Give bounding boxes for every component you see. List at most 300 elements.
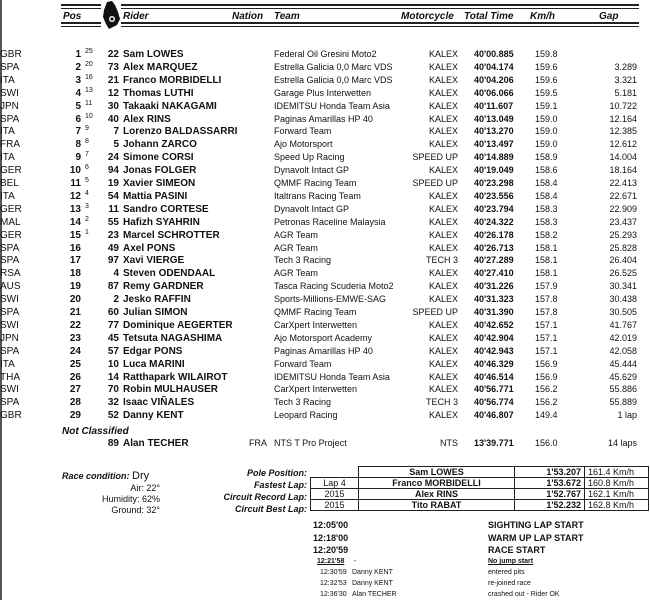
finish-position: 8 bbox=[75, 139, 81, 151]
rider-nation: SWI bbox=[0, 87, 19, 99]
rider-speed: 159.0 bbox=[535, 139, 558, 150]
rider-gap: 3.289 bbox=[614, 61, 637, 72]
event-rider: Danny KENT bbox=[352, 569, 393, 576]
record-lap bbox=[311, 467, 359, 478]
header-rule bbox=[61, 4, 639, 6]
rider-team: QMMF Racing Team bbox=[274, 178, 357, 188]
records-table bbox=[310, 466, 649, 511]
rider-total-time: 40'56.771 bbox=[474, 384, 514, 395]
table-row bbox=[0, 384, 650, 397]
rider-gap: 1 lap bbox=[617, 410, 637, 421]
table-row bbox=[0, 359, 650, 372]
rider-gap: 12.385 bbox=[609, 126, 637, 137]
rider-speed: 159.8 bbox=[535, 49, 558, 59]
rider-number: 52 bbox=[107, 410, 119, 422]
record-speed: 160.8 Km/h bbox=[585, 478, 649, 489]
pole-position-label: Pole Position: bbox=[246, 468, 307, 478]
table-row bbox=[0, 372, 650, 385]
rider-team: NTS T Pro Project bbox=[274, 438, 347, 448]
rider-name: Simone CORSI bbox=[123, 152, 194, 164]
table-row bbox=[0, 191, 650, 204]
rider-gap: 45.629 bbox=[609, 371, 637, 382]
rider-team: Petronas Raceline Malaysia bbox=[274, 216, 386, 227]
rider-number: 54 bbox=[107, 190, 119, 202]
table-row bbox=[0, 243, 650, 256]
rider-gap: 5.181 bbox=[614, 87, 637, 98]
header-rule bbox=[61, 26, 639, 27]
rider-total-time: 40'56.774 bbox=[474, 397, 514, 408]
rider-number: 7 bbox=[113, 126, 119, 138]
rider-name: Thomas LUTHI bbox=[123, 87, 194, 99]
rider-gap: 18.164 bbox=[609, 165, 637, 176]
rider-name: Franco MORBIDELLI bbox=[123, 74, 222, 86]
rider-total-time: 40'46.329 bbox=[474, 358, 514, 369]
finish-position: 26 bbox=[69, 371, 81, 383]
rider-motorcycle: SPEED UP bbox=[412, 307, 458, 317]
rider-number: 14 bbox=[107, 371, 119, 383]
rider-motorcycle: KALEX bbox=[428, 384, 458, 395]
finish-position: 4 bbox=[75, 87, 81, 99]
table-row bbox=[0, 307, 650, 320]
motorcycle-rider-icon bbox=[101, 0, 121, 30]
table-row bbox=[0, 217, 650, 230]
rider-name: Xavi VIERGE bbox=[123, 255, 185, 267]
finish-position: 12 bbox=[69, 190, 81, 202]
rider-total-time: 40'31.390 bbox=[474, 307, 514, 317]
finish-position: 13 bbox=[69, 203, 81, 215]
rider-total-time: 40'31.226 bbox=[474, 281, 514, 292]
rider-speed: 157.8 bbox=[535, 294, 558, 305]
record-lap: 2015 bbox=[311, 489, 359, 500]
rider-gap: 12.164 bbox=[609, 113, 637, 124]
rider-nation: SPA bbox=[0, 113, 20, 125]
rider-team: Speed Up Racing bbox=[274, 152, 345, 163]
table-row bbox=[0, 333, 650, 346]
championship-points: 10 bbox=[85, 112, 93, 120]
record-row-pole bbox=[311, 467, 649, 478]
rider-name: Jonas FOLGER bbox=[123, 165, 197, 177]
rider-total-time: 40'04.206 bbox=[474, 74, 514, 85]
finish-position: 3 bbox=[75, 74, 81, 86]
rider-number: 22 bbox=[107, 49, 119, 60]
col-header-nation: Nation bbox=[232, 11, 264, 22]
rider-speed: 157.9 bbox=[535, 281, 558, 292]
event-rider: Danny KENT bbox=[352, 580, 393, 587]
championship-points: 2 bbox=[85, 215, 89, 223]
rider-team: Leopard Racing bbox=[274, 410, 338, 421]
rider-nation: GBR bbox=[0, 410, 22, 422]
col-header-motorcycle: Motorcycle bbox=[401, 11, 454, 22]
humidity: Humidity: 62% bbox=[101, 494, 160, 504]
event-description: entered pits bbox=[488, 569, 525, 576]
rider-motorcycle: KALEX bbox=[428, 190, 458, 201]
rider-number: 60 bbox=[107, 307, 119, 318]
rider-team: Italtrans Racing Team bbox=[274, 190, 361, 201]
rider-name: Remy GARDNER bbox=[123, 281, 204, 293]
rider-team: Ajo Motorsport bbox=[274, 139, 333, 150]
championship-points: 11 bbox=[85, 99, 93, 107]
rider-team: QMMF Racing Team bbox=[274, 307, 357, 317]
rider-gap: 22.671 bbox=[609, 190, 637, 201]
event-description: re-joined race bbox=[488, 580, 531, 587]
championship-points: 16 bbox=[85, 73, 93, 81]
rider-total-time: 40'19.049 bbox=[474, 165, 514, 176]
rider-total-time: 40'23.794 bbox=[474, 203, 514, 214]
col-header-total-time: Total Time bbox=[464, 11, 514, 22]
table-row bbox=[0, 88, 650, 101]
finish-position: 19 bbox=[69, 281, 81, 293]
finish-position: 1 bbox=[75, 49, 81, 60]
rider-speed: 157.1 bbox=[535, 345, 558, 356]
rider-number: 32 bbox=[107, 397, 119, 409]
rider-motorcycle: TECH 3 bbox=[425, 255, 458, 266]
results-table-header bbox=[61, 2, 639, 26]
rider-speed: 158.3 bbox=[535, 216, 558, 227]
rider-nation: THA bbox=[0, 371, 20, 383]
rider-number: 10 bbox=[107, 358, 119, 370]
rider-total-time: 40'00.885 bbox=[474, 49, 514, 59]
rider-name: Ratthapark WILAIROT bbox=[123, 371, 228, 383]
finish-position: 27 bbox=[69, 384, 81, 396]
rider-name: Marcel SCHROTTER bbox=[123, 229, 220, 241]
col-header-team: Team bbox=[274, 11, 300, 22]
rider-motorcycle: KALEX bbox=[428, 268, 458, 279]
rider-speed: 149.4 bbox=[535, 410, 558, 421]
rider-team: Tech 3 Racing bbox=[274, 397, 332, 408]
rider-gap: 45.444 bbox=[609, 358, 637, 369]
rider-team: Paginas Amarillas HP 40 bbox=[274, 345, 373, 356]
finish-position: 21 bbox=[69, 307, 81, 318]
table-row bbox=[0, 230, 650, 243]
finish-position: 28 bbox=[69, 397, 81, 409]
rider-nation: SWI bbox=[0, 384, 19, 396]
table-row bbox=[0, 397, 650, 410]
record-rider: Franco MORBIDELLI bbox=[359, 478, 515, 489]
record-speed: 162.8 Km/h bbox=[585, 500, 649, 511]
rider-nation: SPA bbox=[0, 307, 20, 318]
rider-gap: 42.019 bbox=[609, 332, 637, 343]
event-time: 12:21'58 bbox=[317, 558, 345, 565]
record-row-circuit-best bbox=[311, 500, 649, 511]
rider-motorcycle: KALEX bbox=[428, 126, 458, 137]
championship-points: 6 bbox=[85, 164, 89, 172]
rider-gap: 55.886 bbox=[609, 384, 637, 395]
rider-gap: 25.828 bbox=[609, 242, 637, 253]
circuit-record-lap-label: Circuit Record Lap: bbox=[223, 492, 307, 502]
rider-nation: JPN bbox=[0, 100, 19, 112]
rider-motorcycle: KALEX bbox=[428, 49, 458, 59]
race-condition-value: Dry bbox=[132, 470, 150, 482]
rider-gap: 22.413 bbox=[609, 178, 637, 188]
rider-total-time: 40'23.556 bbox=[474, 190, 514, 201]
rider-name: Lorenzo BALDASSARRI bbox=[123, 126, 238, 138]
rider-nation: SPA bbox=[0, 345, 20, 357]
rider-nation: ITA bbox=[0, 74, 15, 86]
event-time: 12:30'59 bbox=[320, 569, 347, 576]
record-speed: 162.1 Km/h bbox=[585, 489, 649, 500]
table-row bbox=[0, 346, 650, 359]
rider-team: AGR Team bbox=[274, 242, 318, 253]
race-condition bbox=[62, 470, 222, 482]
finish-position: 23 bbox=[69, 332, 81, 344]
rider-speed: 159.5 bbox=[535, 87, 558, 98]
event-time: 12:05'00 bbox=[313, 520, 349, 530]
record-rider: Tito RABAT bbox=[359, 500, 515, 511]
rider-speed: 158.6 bbox=[535, 165, 558, 176]
circuit-best-lap-label: Circuit Best Lap: bbox=[234, 504, 307, 514]
rider-nation: ITA bbox=[0, 126, 15, 138]
rider-gap: 23.437 bbox=[609, 216, 637, 227]
rider-number: 11 bbox=[108, 203, 119, 215]
rider-total-time: 13'39.771 bbox=[474, 438, 514, 448]
rider-team: Tasca Racing Scuderia Moto2 bbox=[274, 281, 394, 292]
rider-speed: 158.4 bbox=[535, 178, 558, 188]
rider-name: Steven ODENDAAL bbox=[123, 268, 216, 280]
event-description: WARM UP LAP START bbox=[488, 533, 584, 543]
rider-total-time: 40'13.497 bbox=[474, 139, 514, 150]
rider-nation: SWI bbox=[0, 294, 19, 306]
table-row bbox=[0, 114, 650, 127]
table-row bbox=[0, 294, 650, 307]
finish-position: 7 bbox=[75, 126, 81, 138]
header-rule bbox=[61, 8, 639, 9]
rider-name: Sam LOWES bbox=[123, 49, 184, 60]
rider-team: AGR Team bbox=[274, 268, 318, 279]
rider-nation: SWI bbox=[0, 319, 19, 331]
rider-speed: 159.0 bbox=[535, 113, 558, 124]
rider-name: Jesko RAFFIN bbox=[123, 294, 191, 306]
record-time: 1'52.767 bbox=[515, 489, 585, 500]
rider-nation: AUS bbox=[0, 281, 21, 293]
race-condition-label: Race condition: bbox=[62, 471, 130, 481]
rider-nation: FRA bbox=[0, 139, 20, 151]
rider-team: Forward Team bbox=[274, 126, 332, 137]
rider-speed: 158.1 bbox=[535, 242, 558, 253]
rider-nation: RSA bbox=[0, 268, 21, 280]
record-time: 1'53.672 bbox=[515, 478, 585, 489]
rider-name: Julian SIMON bbox=[123, 307, 188, 318]
rider-motorcycle: KALEX bbox=[428, 74, 458, 85]
rider-nation: MAL bbox=[0, 216, 21, 228]
table-row bbox=[0, 75, 650, 88]
rider-team: CarXpert Interwetten bbox=[274, 319, 358, 330]
fastest-lap-label: Fastest Lap: bbox=[253, 480, 307, 490]
rider-motorcycle: KALEX bbox=[428, 61, 458, 72]
rider-number: 97 bbox=[107, 255, 119, 267]
rider-speed: 157.1 bbox=[535, 332, 558, 343]
record-lap: 2015 bbox=[311, 500, 359, 511]
record-rider: Sam LOWES bbox=[359, 467, 515, 478]
rider-total-time: 40'24.322 bbox=[474, 216, 514, 227]
rider-name: Robin MULHAUSER bbox=[123, 384, 218, 396]
col-header-gap: Gap bbox=[599, 11, 619, 22]
rider-speed: 156.9 bbox=[535, 371, 558, 382]
rider-team: Garage Plus Interwetten bbox=[274, 87, 372, 98]
finish-position: 2 bbox=[75, 61, 81, 73]
rider-gap: 22.909 bbox=[609, 203, 637, 214]
event-time: 12:18'00 bbox=[313, 533, 349, 543]
record-speed: 161.4 Km/h bbox=[585, 467, 649, 478]
not-classified-label: Not Classified bbox=[62, 426, 129, 437]
rider-total-time: 40'11.607 bbox=[474, 100, 514, 111]
rider-name: Alex RINS bbox=[123, 113, 171, 125]
rider-total-time: 40'42.904 bbox=[474, 332, 514, 343]
rider-gap: 26.525 bbox=[609, 268, 637, 279]
rider-number: 94 bbox=[107, 165, 119, 177]
record-row-fastest-lap bbox=[311, 478, 649, 489]
table-row bbox=[0, 268, 650, 281]
event-description: SIGHTING LAP START bbox=[488, 520, 584, 530]
rider-speed: 158.2 bbox=[535, 229, 558, 240]
event-description: No jump start bbox=[488, 558, 534, 565]
rider-motorcycle: TECH 3 bbox=[425, 397, 458, 408]
rider-number: 4 bbox=[113, 268, 119, 280]
rider-motorcycle: SPEED UP bbox=[412, 152, 458, 163]
rider-team: Ajo Motorsport Academy bbox=[274, 332, 373, 343]
rider-motorcycle: KALEX bbox=[428, 203, 458, 214]
rider-name: Mattia PASINI bbox=[123, 190, 188, 202]
rider-motorcycle: KALEX bbox=[428, 410, 458, 421]
rider-speed: 159.6 bbox=[535, 61, 558, 72]
championship-points: 20 bbox=[85, 60, 93, 68]
rider-name: Isaac VIÑALES bbox=[123, 397, 195, 409]
rider-gap: 3.321 bbox=[614, 74, 637, 85]
col-header-rider: Rider bbox=[123, 11, 149, 22]
rider-team: Dynavolt Intact GP bbox=[274, 165, 350, 176]
rider-nation: GER bbox=[0, 165, 22, 177]
rider-nation: ITA bbox=[0, 358, 15, 370]
rider-total-time: 40'42.943 bbox=[474, 345, 514, 356]
finish-position: 29 bbox=[69, 410, 81, 422]
finish-position: 20 bbox=[69, 294, 81, 306]
finish-position: 5 bbox=[75, 100, 81, 112]
event-time: 12:20'59 bbox=[313, 545, 349, 555]
rider-team: Estrella Galicia 0,0 Marc VDS bbox=[274, 74, 393, 85]
rider-nation: SPA bbox=[0, 397, 20, 409]
rider-speed: 158.4 bbox=[535, 190, 558, 201]
rider-team: CarXpert Interwetten bbox=[274, 384, 358, 395]
table-row bbox=[0, 139, 650, 152]
rider-gap: 42.058 bbox=[609, 345, 637, 356]
rider-motorcycle: KALEX bbox=[428, 332, 458, 343]
rider-number: 21 bbox=[107, 74, 119, 86]
rider-speed: 156.2 bbox=[535, 384, 558, 395]
rider-motorcycle: KALEX bbox=[428, 100, 458, 111]
table-row bbox=[0, 255, 650, 268]
championship-points: 25 bbox=[85, 48, 93, 55]
rider-gap: 14 laps bbox=[607, 438, 637, 448]
rider-nation: GBR bbox=[0, 49, 22, 60]
table-row-not-classified bbox=[0, 438, 650, 451]
rider-name: Luca MARINI bbox=[123, 358, 185, 370]
rider-name: Dominique AEGERTER bbox=[123, 319, 233, 331]
rider-number: 49 bbox=[107, 242, 119, 254]
rider-gap: 30.341 bbox=[609, 281, 637, 292]
championship-points: 3 bbox=[85, 202, 89, 210]
table-row bbox=[0, 49, 650, 62]
rider-speed: 158.9 bbox=[535, 152, 558, 163]
col-header-kmh: Km/h bbox=[530, 11, 555, 22]
rider-gap: 26.404 bbox=[609, 255, 637, 266]
rider-gap: 55.889 bbox=[609, 397, 637, 408]
rider-team: Federal Oil Gresini Moto2 bbox=[274, 49, 377, 59]
finish-position: 22 bbox=[69, 319, 81, 331]
rider-team: IDEMITSU Honda Team Asia bbox=[274, 100, 390, 111]
rider-number: 24 bbox=[107, 152, 119, 164]
rider-motorcycle: KALEX bbox=[428, 242, 458, 253]
table-row bbox=[0, 281, 650, 294]
championship-points: 4 bbox=[85, 189, 89, 197]
finish-position: 10 bbox=[69, 165, 81, 177]
rider-speed: 156.2 bbox=[535, 397, 558, 408]
rider-total-time: 40'26.713 bbox=[474, 242, 514, 253]
rider-speed: 157.8 bbox=[535, 307, 558, 317]
rider-number: 5 bbox=[113, 139, 119, 151]
championship-points: 13 bbox=[85, 86, 93, 94]
finish-position: 17 bbox=[69, 255, 81, 267]
rider-nation: SPA bbox=[0, 61, 20, 73]
table-row bbox=[0, 165, 650, 178]
rider-speed: 158.3 bbox=[535, 203, 558, 214]
col-header-pos: Pos bbox=[63, 11, 82, 22]
rider-total-time: 40'06.066 bbox=[474, 87, 514, 98]
rider-speed: 158.1 bbox=[535, 255, 558, 266]
finish-position: 11 bbox=[70, 178, 81, 189]
rider-team: Forward Team bbox=[274, 358, 332, 369]
rider-speed: 156.9 bbox=[535, 358, 558, 369]
rider-nation: BEL bbox=[0, 178, 19, 189]
rider-name: Xavier SIMEON bbox=[123, 178, 196, 189]
rider-nation: JPN bbox=[0, 332, 19, 344]
rider-team: Dynavolt Intact GP bbox=[274, 203, 350, 214]
rider-name: Alan TECHER bbox=[123, 438, 189, 449]
rider-total-time: 40'13.049 bbox=[474, 113, 514, 124]
rider-total-time: 40'31.323 bbox=[474, 294, 514, 305]
rider-name: Alex MARQUEZ bbox=[123, 61, 198, 73]
rider-total-time: 40'14.889 bbox=[474, 152, 514, 163]
air-temperature: Air: 22° bbox=[130, 483, 160, 493]
rider-name: Tetsuta NAGASHIMA bbox=[123, 332, 223, 344]
rider-total-time: 40'27.289 bbox=[474, 255, 514, 266]
rider-number: 70 bbox=[107, 384, 119, 396]
finish-position: 16 bbox=[69, 242, 81, 254]
rider-nation: ITA bbox=[0, 152, 15, 164]
rider-gap: 30.438 bbox=[609, 294, 637, 305]
rider-motorcycle: KALEX bbox=[428, 139, 458, 150]
rider-motorcycle: KALEX bbox=[428, 87, 458, 98]
rider-gap: 41.767 bbox=[609, 319, 637, 330]
rider-nation: GER bbox=[0, 203, 22, 215]
rider-gap: 10.722 bbox=[609, 100, 637, 111]
table-row bbox=[0, 62, 650, 75]
rider-gap: 14.004 bbox=[609, 152, 637, 163]
event-rider: Alan TECHER bbox=[352, 591, 397, 598]
rider-speed: 159.0 bbox=[535, 126, 558, 137]
rider-number: 12 bbox=[107, 87, 119, 99]
rider-motorcycle: KALEX bbox=[428, 371, 458, 382]
rider-total-time: 40'04.174 bbox=[474, 61, 514, 72]
rider-motorcycle: KALEX bbox=[428, 358, 458, 369]
rider-nation: SPA bbox=[0, 242, 20, 254]
rider-number: 77 bbox=[107, 319, 119, 331]
rider-number: 57 bbox=[107, 345, 119, 357]
rider-motorcycle: NTS bbox=[440, 438, 458, 448]
finish-position: 15 bbox=[69, 229, 81, 241]
rider-team: AGR Team bbox=[274, 229, 318, 240]
header-rule bbox=[61, 22, 639, 24]
rider-number: 19 bbox=[107, 178, 119, 189]
event-rider: - bbox=[354, 558, 357, 565]
